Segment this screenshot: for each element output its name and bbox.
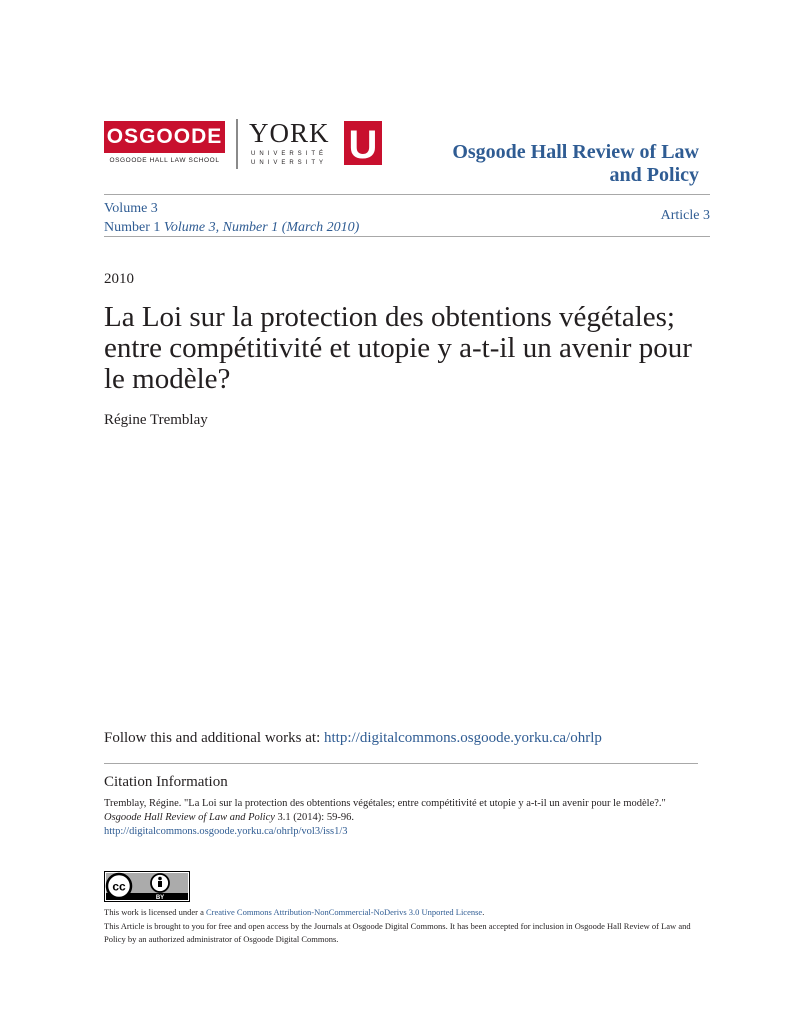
access-note: This Article is brought to you for free and open access by the Journals at Osgoode Digital Commons. It has been accepted for inclusion in Osgoode Hall Review of Law and Policy by an authorized administrator of Osgoode Digital Commons.	[104, 920, 691, 944]
issue-title-link[interactable]: Volume 3, Number 1 (March 2010)	[163, 220, 360, 235]
license-block	[104, 906, 704, 947]
citation-url-link[interactable]: http://digitalcommons.osgoode.yorku.ca/ohrlp/vol3/iss1/3	[104, 826, 348, 837]
citation-text: Tremblay, Régine. "La Loi sur la protection des obtentions végétales; entre compétitivité et utopie y a-t-il un avenir pour le modèle?."	[104, 798, 666, 809]
license-suffix: .	[482, 907, 485, 917]
york-logo-line2: UNIVERSITY	[251, 160, 328, 166]
license-prefix: This work is licensed under a	[104, 907, 206, 917]
citation-details: 3.1 (2014): 59-96.	[274, 812, 354, 823]
article-number-link[interactable]: Article 3	[660, 208, 710, 223]
york-u-mark-text: U	[348, 123, 378, 165]
header-rule-top	[104, 194, 710, 195]
citation-rule	[104, 763, 698, 764]
osgoode-logo-subtext: OSGOODE HALL LAW SCHOOL	[109, 157, 220, 164]
osgoode-logo-text: OSGOODE	[104, 121, 225, 153]
citation-source	[104, 811, 714, 825]
volume-link[interactable]: Volume 3	[104, 201, 158, 216]
york-university-logo	[249, 119, 389, 171]
license-line	[104, 906, 704, 920]
publication-year: 2010	[104, 271, 134, 287]
logo-divider	[236, 119, 238, 169]
york-logo-text: YORK	[249, 118, 330, 148]
osgoode-logo	[104, 121, 225, 169]
citation-heading: Citation Information	[104, 774, 228, 790]
york-u-mark-icon	[344, 121, 382, 165]
citation-body	[104, 797, 714, 839]
number-link[interactable]: Number 1	[104, 220, 161, 235]
follow-url-link[interactable]: http://digitalcommons.osgoode.yorku.ca/ohrlp	[323, 730, 602, 746]
journal-title[interactable]	[379, 141, 699, 187]
follow-label: Follow this and additional works at:	[104, 730, 324, 746]
york-logo-line1: UNIVERSITÉ	[251, 151, 328, 157]
creative-commons-by-badge-icon[interactable]	[104, 871, 190, 902]
cc-badge-label: BY	[155, 895, 165, 901]
header-rule-bottom	[104, 236, 710, 237]
article-author: Régine Tremblay	[104, 412, 208, 428]
svg-text:cc: cc	[112, 879, 126, 894]
article-title: La Loi sur la protection des obtentions végétales; entre compétitivité et utopie y a-t-il un avenir pour le modèle?	[104, 301, 692, 395]
follow-line	[104, 730, 602, 747]
journal-title-line2[interactable]: and Policy	[609, 164, 699, 186]
issue-line	[104, 218, 359, 237]
citation-journal: Osgoode Hall Review of Law and Policy	[104, 812, 275, 823]
license-link[interactable]: Creative Commons Attribution-NonCommercial-NoDerivs 3.0 Unported License	[205, 907, 483, 917]
journal-title-line1[interactable]: Osgoode Hall Review of Law	[452, 141, 699, 163]
